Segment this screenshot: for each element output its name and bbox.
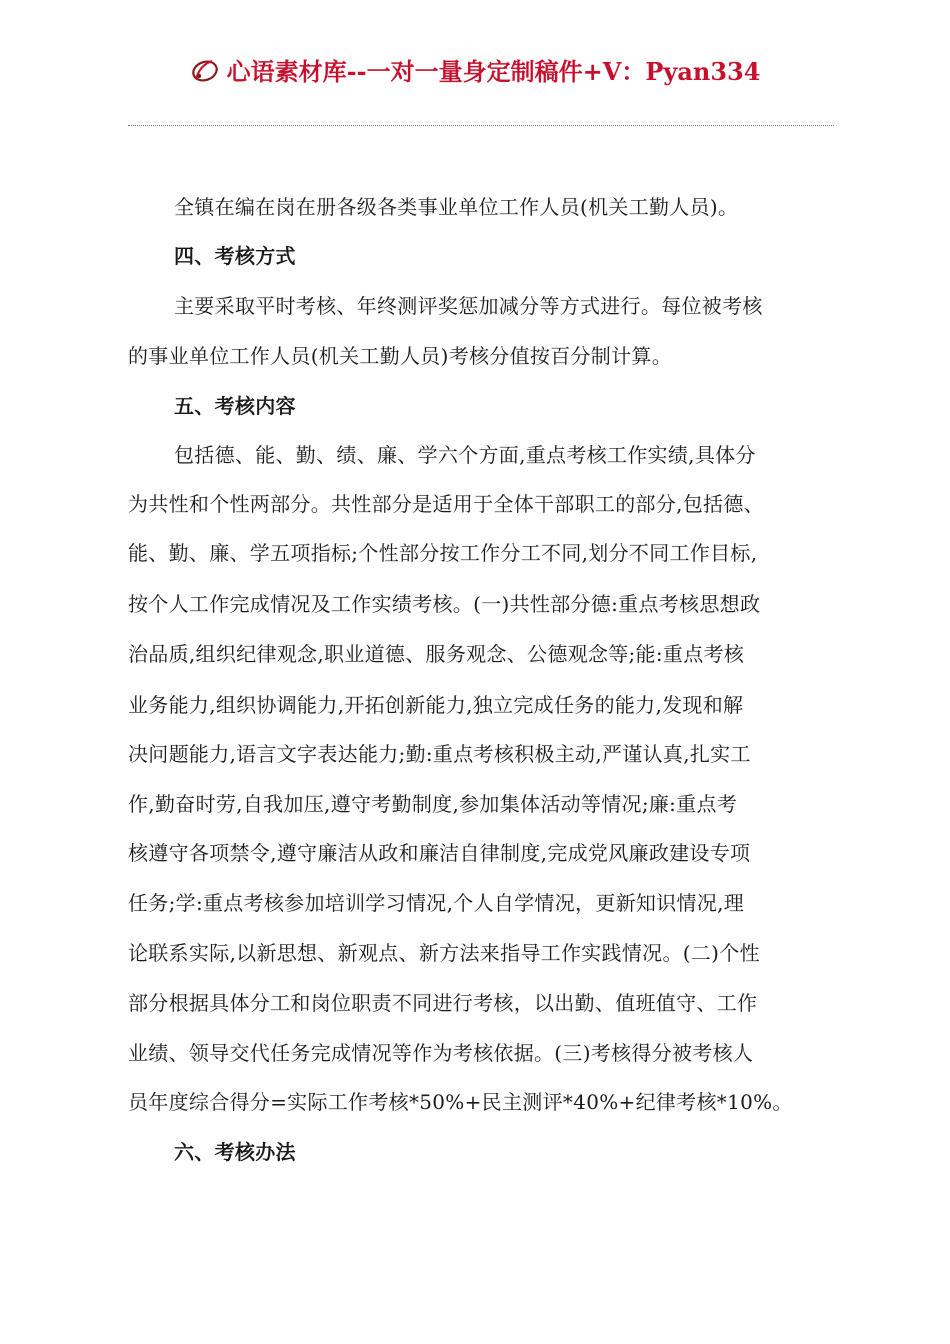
section-heading-5: 五、考核内容	[174, 394, 296, 418]
body-line: 为共性和个性两部分。共性部分是适用于全体干部职工的部分,包括德、	[128, 492, 764, 516]
body-line: 包括德、能、勤、绩、廉、学六个方面,重点考核工作实绩,具体分	[174, 443, 756, 467]
body-line: 全镇在编在岗在册各级各类事业单位工作人员(机关工勤人员)。	[174, 195, 739, 219]
header-divider	[128, 125, 834, 126]
body-line: 业绩、领导交代任务完成情况等作为考核依据。(三)考核得分被考核人	[128, 1041, 754, 1065]
body-line: 员年度综合得分=实际工作考核*50%+民主测评*40%+纪律考核*10%。	[128, 1090, 793, 1114]
body-line: 主要采取平时考核、年终测评奖惩加减分等方式进行。每位被考核	[174, 294, 763, 318]
brand-contact: +V：Pyan334	[582, 57, 761, 86]
body-line: 作,勤奋时劳,自我加压,遵守考勤制度,参加集体活动等情况;廉:重点考	[128, 792, 738, 816]
brand-name: 心语素材库	[226, 57, 347, 86]
brand-slogan: 一对一量身定制稿件	[366, 57, 583, 86]
body-line: 决问题能力,语言文字表达能力;勤:重点考核积极主动,严谨认真,扎实工	[128, 742, 751, 766]
body-line: 的事业单位工作人员(机关工勤人员)考核分值按百分制计算。	[128, 344, 673, 368]
body-line: 核遵守各项禁令,遵守廉洁从政和廉洁自律制度,完成党风廉政建设专项	[128, 841, 751, 865]
section-heading-6: 六、考核办法	[174, 1140, 296, 1164]
body-line: 任务;学:重点考核参加培训学习情况,个人自学情况，更新知识情况,理	[128, 891, 745, 915]
section-heading-4: 四、考核方式	[174, 244, 296, 268]
body-line: 业务能力,组织协调能力,开拓创新能力,独立完成任务的能力,发现和解	[128, 693, 744, 717]
body-line: 按个人工作完成情况及工作实绩考核。(一)共性部分德:重点考核思想政	[128, 592, 761, 616]
page-header	[0, 52, 950, 102]
header-brand	[227, 52, 761, 87]
body-line: 部分根据具体分工和岗位职责不同进行考核，以出勤、值班值守、工作	[128, 991, 758, 1015]
body-line: 治品质,组织纪律观念,职业道德、服务观念、公德观念等;能:重点考核	[128, 642, 745, 666]
brand-logo-icon	[190, 55, 220, 85]
brand-separator: --	[346, 57, 367, 86]
body-line: 能、勤、廉、学五项指标;个性部分按工作分工不同,划分不同工作目标,	[128, 541, 758, 565]
body-line: 论联系实际,以新思想、新观点、新方法来指导工作实践情况。(二)个性	[128, 941, 760, 965]
